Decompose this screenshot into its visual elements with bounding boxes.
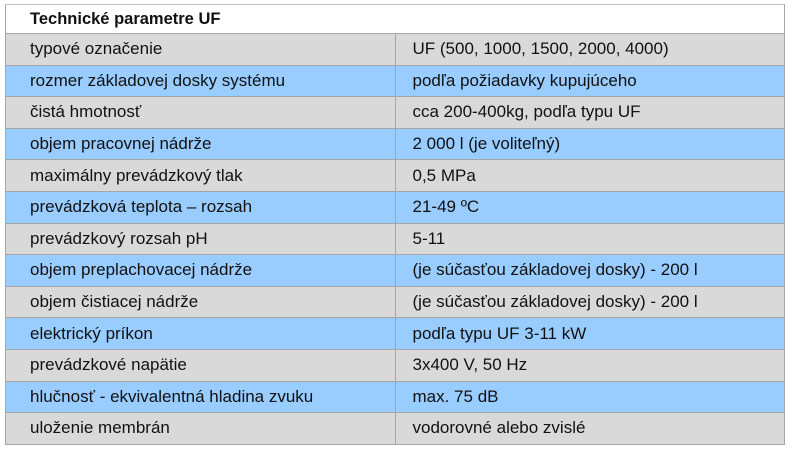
parameter-value: max. 75 dB — [395, 381, 785, 413]
parameter-value: podľa typu UF 3-11 kW — [395, 318, 785, 350]
parameter-value: 2 000 l (je voliteľný) — [395, 128, 785, 160]
table-row — [6, 191, 785, 223]
parameter-value: cca 200-400kg, podľa typu UF — [395, 97, 785, 129]
parameter-label: objem preplachovacej nádrže — [6, 255, 396, 287]
table-row — [6, 65, 785, 97]
parameter-value: 21-49 ºC — [395, 191, 785, 223]
parameter-label: typové označenie — [6, 34, 396, 66]
parameter-value: 5-11 — [395, 223, 785, 255]
table-row — [6, 34, 785, 66]
parameter-label: objem pracovnej nádrže — [6, 128, 396, 160]
parameter-label: prevádzkové napätie — [6, 349, 396, 381]
parameter-label: objem čistiacej nádrže — [6, 286, 396, 318]
table-row — [6, 128, 785, 160]
parameter-label: hlučnosť - ekvivalentná hladina zvuku — [6, 381, 396, 413]
table-row — [6, 318, 785, 350]
parameter-value: 3x400 V, 50 Hz — [395, 349, 785, 381]
table-row — [6, 223, 785, 255]
table-row — [6, 349, 785, 381]
parameter-label: čistá hmotnosť — [6, 97, 396, 129]
parameter-label: maximálny prevádzkový tlak — [6, 160, 396, 192]
table-title: Technické parametre UF — [6, 5, 785, 34]
parameter-value: UF (500, 1000, 1500, 2000, 4000) — [395, 34, 785, 66]
table-row — [6, 413, 785, 445]
technical-parameters-table — [5, 4, 785, 445]
table-row — [6, 255, 785, 287]
parameter-value: (je súčasťou základovej dosky) - 200 l — [395, 286, 785, 318]
parameter-label: elektrický príkon — [6, 318, 396, 350]
parameter-value: vodorovné alebo zvislé — [395, 413, 785, 445]
technical-parameters-table-wrapper — [5, 4, 785, 445]
table-row — [6, 286, 785, 318]
table-row — [6, 160, 785, 192]
parameter-label: prevádzková teplota – rozsah — [6, 191, 396, 223]
parameter-value: 0,5 MPa — [395, 160, 785, 192]
table-header-row — [6, 5, 785, 34]
parameter-label: prevádzkový rozsah pH — [6, 223, 396, 255]
table-row — [6, 381, 785, 413]
parameter-value: (je súčasťou základovej dosky) - 200 l — [395, 255, 785, 287]
table-row — [6, 97, 785, 129]
parameter-label: rozmer základovej dosky systému — [6, 65, 396, 97]
parameter-value: podľa požiadavky kupujúceho — [395, 65, 785, 97]
parameter-label: uloženie membrán — [6, 413, 396, 445]
